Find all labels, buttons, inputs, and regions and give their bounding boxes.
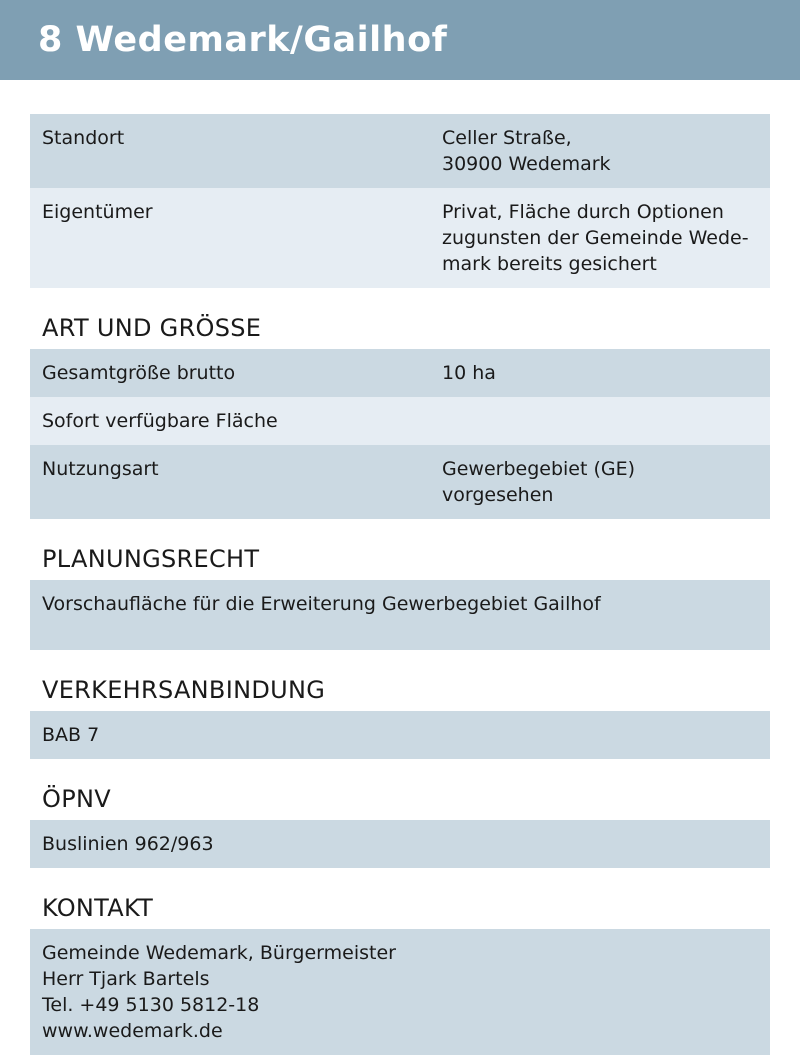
content (0, 80, 800, 1055)
row-value: 10 ha (442, 362, 496, 384)
standort-row (30, 114, 770, 188)
planungsrecht-block (30, 580, 770, 650)
kontakt-line: Herr Tjark Bartels (42, 968, 210, 990)
page-header (0, 0, 800, 80)
row-value: Gewerbegebiet (GE) vorgesehen (442, 458, 636, 506)
kontakt-phone: Tel. +49 5130 5812-18 (42, 994, 260, 1016)
verkehrsanbindung-block (30, 711, 770, 759)
row-value (442, 408, 758, 434)
verfuegbare-flaeche-row (30, 397, 770, 445)
oepnv-text: Buslinien 962/963 (42, 833, 214, 855)
section-title-verkehrsanbindung: VERKEHRSANBINDUNG (42, 676, 326, 704)
section-title-kontakt: KONTAKT (42, 894, 154, 922)
row-label: Nutzungsart (42, 458, 159, 480)
planungsrecht-text: Vorschaufläche für die Erweiterung Gewerbegebiet Gailhof (42, 593, 601, 615)
row-label: Gesamtgröße brutto (42, 362, 236, 384)
section-title-oepnv: ÖPNV (42, 785, 111, 813)
row-value: Privat, Fläche durch Optionen zugunsten der Gemeinde Wede- mark bereits gesichert (442, 201, 749, 275)
eigentuemer-row (30, 188, 770, 288)
row-value: Celler Straße, 30900 Wedemark (442, 127, 611, 175)
row-label: Sofort verfügbare Fläche (42, 410, 278, 432)
section-title-art-und-groesse: ART UND GRÖSSE (42, 314, 262, 342)
section-title-planungsrecht: PLANUNGSRECHT (42, 545, 260, 573)
row-label: Standort (42, 127, 125, 149)
kontakt-block (30, 929, 770, 1055)
oepnv-block (30, 820, 770, 868)
row-label: Eigentümer (42, 201, 153, 223)
verkehrsanbindung-text: BAB 7 (42, 724, 100, 746)
nutzungsart-row (30, 445, 770, 519)
gesamtgroesse-row (30, 349, 770, 397)
page-title: 8 Wedemark/Gailhof (38, 20, 448, 60)
kontakt-line: Gemeinde Wedemark, Bürgermeister (42, 942, 396, 964)
kontakt-website-link[interactable]: www.wedemark.de (42, 1020, 223, 1042)
